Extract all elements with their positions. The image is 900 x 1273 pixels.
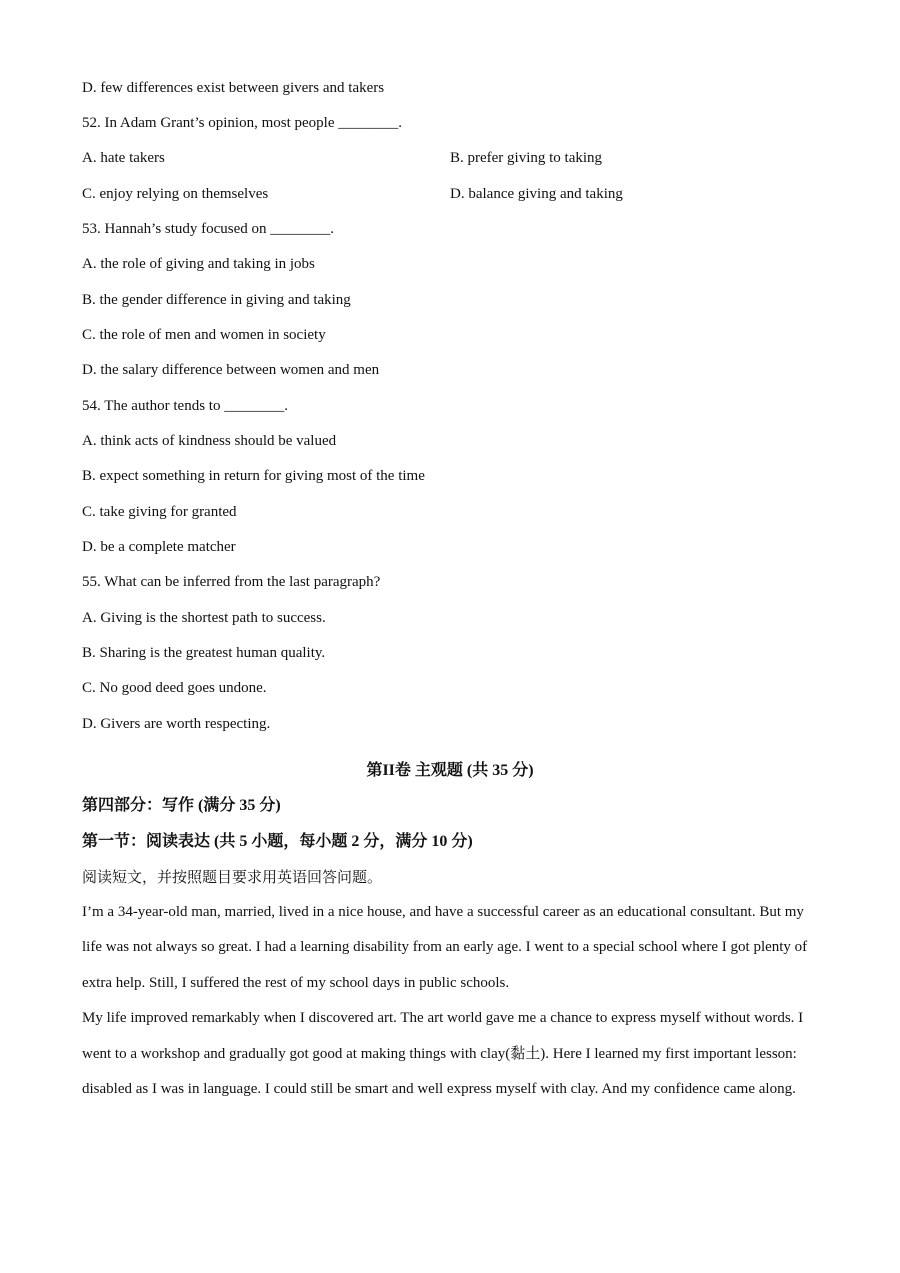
- q55-option-b: B. Sharing is the greatest human quality.: [82, 645, 326, 661]
- q52-option-b: B. prefer giving to taking: [450, 150, 603, 166]
- q53-option-d: D. the salary difference between women and men: [82, 362, 380, 378]
- q53-option-a: A. the role of giving and taking in jobs: [82, 256, 315, 272]
- q55-option-a: A. Giving is the shortest path to success.: [82, 610, 326, 626]
- volume-title: 第II卷 主观题 (共 35 分): [366, 762, 534, 779]
- q55-option-c: C. No good deed goes undone.: [82, 680, 267, 696]
- q54-option-a: A. think acts of kindness should be valued: [82, 433, 337, 449]
- q55-stem: 55. What can be inferred from the last paragraph?: [82, 574, 381, 590]
- section-heading: 第一节：阅读表达 (共 5 小题，每小题 2 分，满分 10 分): [82, 833, 473, 850]
- q53-option-c: C. the role of men and women in society: [82, 327, 326, 343]
- q55-option-d: D. Givers are worth respecting.: [82, 716, 271, 732]
- part-heading: 第四部分：写作 (满分 35 分): [82, 797, 281, 814]
- q54-option-d: D. be a complete matcher: [82, 539, 236, 555]
- q52-option-d: D. balance giving and taking: [450, 186, 623, 202]
- q53-option-b: B. the gender difference in giving and taking: [82, 292, 351, 308]
- q54-option-c: C. take giving for granted: [82, 504, 237, 520]
- q54-stem: 54. The author tends to ________.: [82, 398, 288, 414]
- reading-passage: [82, 895, 822, 1107]
- q51-option-d: D. few differences exist between givers and takers: [82, 80, 385, 96]
- passage-paragraph: My life improved remarkably when I discovered art. The art world gave me a chance to express myself without words. I went to a workshop and gradually got good at making things with clay(黏土). Here I learned my first important lesson: disabled as I was in language. I could still be smart and well express myself with clay. And my confidence came along.: [82, 1010, 804, 1098]
- q52-option-c: C. enjoy relying on themselves: [82, 186, 269, 202]
- q53-stem: 53. Hannah’s study focused on ________.: [82, 221, 335, 237]
- q54-option-b: B. expect something in return for giving most of the time: [82, 468, 425, 484]
- instruction-text: 阅读短文，并按照题目要求用英语回答问题。: [82, 870, 383, 886]
- q52-option-a: A. hate takers: [82, 150, 165, 166]
- q52-stem: 52. In Adam Grant’s opinion, most people ________.: [82, 115, 402, 131]
- passage-paragraph: I’m a 34-year-old man, married, lived in a nice house, and have a successful career as an educational consultant. But my life was not always so great. I had a learning disability from an early age. I went to a special school where I got plenty of extra help. Still, I suffered the rest of my school days in public schools.: [82, 904, 808, 991]
